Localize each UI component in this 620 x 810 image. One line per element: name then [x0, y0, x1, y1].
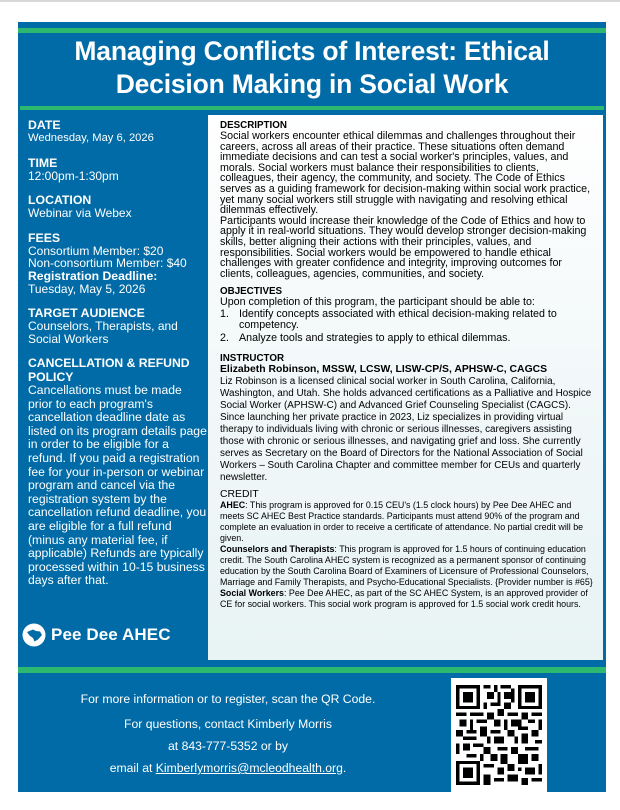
objective-item — [220, 333, 595, 344]
instructor-name: Elizabeth Robinson, MSSW, LCSW, LISW-CP/S, APHSW-C, CAGCS — [220, 363, 548, 375]
audience-heading: TARGET AUDIENCE — [28, 306, 145, 320]
objective-item — [220, 309, 595, 330]
fees-heading: FEES — [28, 230, 61, 245]
footer-accent-bar — [18, 667, 606, 673]
date-section — [28, 119, 208, 145]
registration-deadline-value: Tuesday, May 5, 2026 — [28, 281, 146, 296]
description-para-1: Social workers encounter ethical dilemmas and challenges throughout their careers, across all areas of their practice. These situations often demand immediate decisions and can test a social worker's principles, values, and morals. Social workers must balance their responsibilities to clients, colleagues, their agency, the community, and society. The Code of Ethics serves as a guiding framework for decision-making within social work practice, yet many social workers still struggle with navigating and resolving ethical dilemmas effectively. — [220, 130, 591, 217]
credit-counselors — [220, 544, 595, 588]
location-value: Webinar via Webex — [28, 206, 132, 220]
top-accent-bar — [18, 28, 606, 33]
objective-number: 1. — [220, 307, 229, 320]
flyer — [18, 22, 606, 792]
objectives-heading: OBJECTIVES — [220, 286, 283, 298]
policy-text: Cancellations must be made prior to each program's cancellation deadline date as listed on its program details page in order to be eligible for a refund. If you paid a registration fee for your in-person or webinar program and cancel via the registration system by the cancellation refund deadline, you are eligible for a full refund (minus any material fee, if applicable) Refunds are typically processed within 10-15 business days after that. — [28, 383, 207, 588]
time-heading: TIME — [28, 155, 58, 170]
objectives-intro: Upon completion of this program, the participant should be able to: — [220, 296, 535, 309]
email-link[interactable]: Kimberlymorris@mcleodhealth.org — [155, 761, 343, 775]
date-heading: DATE — [28, 118, 61, 132]
page-top-border — [0, 0, 620, 2]
footer-line-3: at 843-777-5352 or by — [168, 739, 288, 753]
credit-ahec — [220, 500, 595, 544]
credit-counselors-label: Counselors and Therapists — [220, 543, 335, 554]
description-section — [220, 120, 595, 279]
description-para-2: Participants would increase their knowledge of the Code of Ethics and how to apply it in real-world situations. They would develop stronger decision-making skills, better aligning their actions with their principles, values, and responsibilities. Social workers would be empowered to handle ethical challenges with greater confidence and integrity, improving outcomes for clients, colleagues, agencies, communities, and society. — [220, 214, 587, 280]
date-value: Wednesday, May 6, 2026 — [28, 132, 154, 144]
main-content-panel — [208, 115, 603, 660]
credit-ahec-label: AHEC — [220, 499, 246, 510]
objective-text: Identify concepts associated with ethical decision-making related to competency. — [239, 307, 557, 331]
credit-ahec-text: : This program is approved for 0.15 CEU's (1.5 clock hours) by Pee Dee AHEC and meets SC AHEC Best Practice standards. Participants must attend 90% of the program and complete an evaluation in order to receive a certificate of attendance. No partial credit will be given. — [220, 499, 584, 543]
fees-section — [28, 232, 208, 296]
footer-contact — [38, 688, 418, 779]
instructor-heading: INSTRUCTOR — [220, 352, 285, 364]
qr-code[interactable] — [451, 678, 547, 792]
description-heading: DESCRIPTION — [220, 120, 287, 131]
qr-code-icon — [456, 684, 542, 786]
email-suffix: . — [342, 761, 347, 775]
credit-social-workers — [220, 588, 595, 610]
logo-text: Pee Dee AHEC — [51, 625, 171, 644]
instructor-section — [220, 353, 595, 484]
credit-social-label: Social Workers — [220, 587, 284, 598]
policy-heading: CANCELLATION & REFUND POLICY — [28, 356, 190, 384]
title-line-1: Managing Conflicts of Interest: Ethical — [74, 36, 550, 66]
time-section — [28, 157, 208, 183]
sidebar — [28, 119, 208, 600]
objective-text: Analyze tools and strategies to apply to ethical dilemmas. — [239, 332, 511, 345]
credit-social-text: : Pee Dee AHEC, as part of the SC AHEC System, is an approved provider of CE for social workers. This social work program is approved for 1.5 social work credit hours. — [220, 587, 588, 609]
page-title — [18, 35, 606, 101]
policy-section — [28, 357, 208, 588]
pee-dee-ahec-logo — [22, 623, 171, 647]
objectives-list — [220, 309, 595, 344]
audience-section — [28, 307, 208, 345]
fee-consortium: Consortium Member: $20 — [28, 243, 164, 258]
objective-number: 2. — [220, 332, 229, 345]
credit-counselors-text: : This program is approved for 1.5 hours of continuing education credit. The South Carolina AHEC system is recognized as a permanent sponsor of continuing education by the South Carolina Board of Examiners of Licensure of Professional Counselors, Marriage and Family Therapists, and Psycho-Educational Specialists. {Provider number is #65} — [220, 543, 593, 587]
footer-line-1: For more information or to register, scan the QR Code. — [80, 692, 376, 706]
south-carolina-state-icon — [22, 623, 46, 647]
registration-deadline-label: Registration Deadline: — [28, 268, 158, 283]
time-value: 12:00pm-1:30pm — [28, 168, 119, 183]
objectives-section — [220, 286, 595, 343]
instructor-bio: Liz Robinson is a licensed clinical social worker in South Carolina, California, Washington, and Utah. She holds advanced certifications as a Palliative and Hospice Social Worker (APHSW-C) and Advanced Grief Counseling Specialist (CAGCS). Since launching her private practice in 2023, Liz specializes in providing virtual therapy to individuals living with chronic or serious illnesses, caregivers assisting those with chronic or serious illnesses, and navigating grief and loss. She currently serves as Secretary on the Board of Directors for the National Association of Social Workers – South Carolina Chapter and committee member for CEUs and quarterly newsletter. — [220, 375, 592, 483]
audience-value: Counselors, Therapists, and Social Workers — [28, 319, 178, 346]
title-line-2: Decision Making in Social Work — [115, 69, 509, 99]
location-heading: LOCATION — [28, 193, 92, 207]
footer-line-4 — [38, 757, 418, 779]
credit-heading: CREDIT — [220, 488, 259, 500]
email-prefix: email at — [109, 761, 156, 775]
footer-line-2: For questions, contact Kimberly Morris — [124, 717, 332, 731]
credit-section — [220, 489, 595, 610]
fee-non-consortium: Non-consortium Member: $40 — [28, 256, 187, 270]
location-section — [28, 194, 208, 220]
title-accent-bar — [20, 106, 604, 110]
